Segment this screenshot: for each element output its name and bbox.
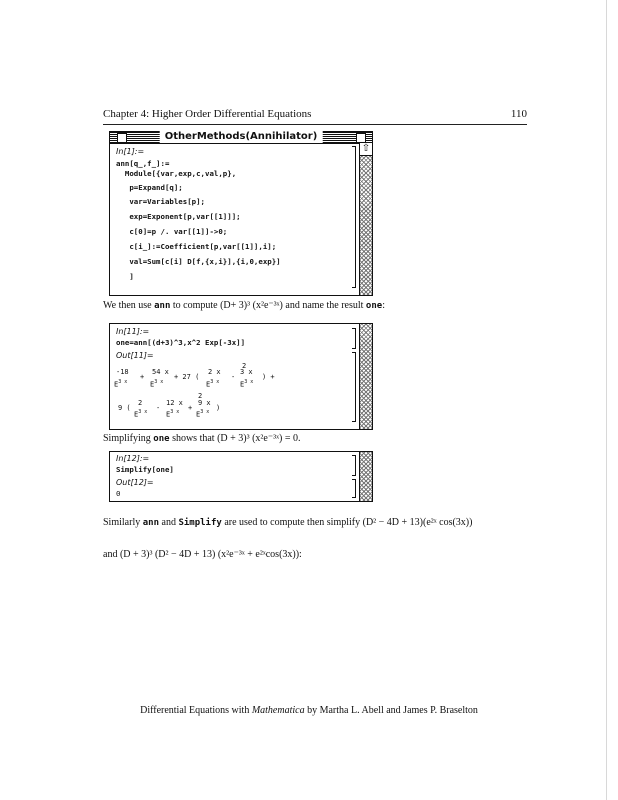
output-term: -18 <box>116 368 129 376</box>
notebook-cell-group[interactable] <box>109 323 373 430</box>
output-term: $E^{3 x}$ <box>134 409 148 419</box>
scroll-up-arrow-icon[interactable]: ⇧ <box>361 143 371 154</box>
cell-bracket[interactable] <box>352 352 356 422</box>
code-line: c[i_]:=Coefficient[p,var[[1]],i]; <box>116 242 277 251</box>
input-label: In[1]:= <box>116 147 145 156</box>
output-term: 2 <box>198 392 203 400</box>
output-label: Out[11]= <box>116 351 154 360</box>
code-line: val=Sum[c[i] D[f,{x,i}],{i,0,exp}] <box>116 257 281 266</box>
output-term: ) + <box>262 373 275 381</box>
code-line: var=Variables[p]; <box>116 197 205 206</box>
code-line: ] <box>116 272 134 281</box>
chapter-title: Chapter 4: Higher Order Differential Equations <box>103 108 312 120</box>
output-term: 9 ( <box>118 404 131 412</box>
paragraph: Simplifying one shows that (D + 3)³ (x²e⁻³ˣ) = 0. <box>103 433 301 444</box>
output-term: + 27 ( <box>174 373 200 381</box>
window-title: OtherMethods(Annihilator) <box>160 131 323 143</box>
output-term: 12 x <box>166 399 183 407</box>
input-code[interactable]: one=ann[(d+3)^3,x^2 Exp[-3x]] <box>116 338 246 347</box>
input-code[interactable]: Simplify[one] <box>116 465 174 474</box>
paragraph: We then use ann to compute (D+ 3)³ (x²e⁻³ˣ) and name the result one: <box>103 300 385 311</box>
output-term: 2 <box>138 399 143 407</box>
input-label: In[12]:= <box>116 454 150 463</box>
output-term: $E^{3 x}$ <box>114 379 128 389</box>
page-edge <box>606 0 607 800</box>
output-term: $E^{3 x}$ <box>166 409 180 419</box>
output-term: 3 x <box>240 368 253 376</box>
output-term: 9 x <box>198 399 211 407</box>
cell-bracket[interactable] <box>352 455 356 476</box>
inline-code: one <box>153 434 170 444</box>
notebook-cell-group[interactable] <box>109 451 373 502</box>
output-term: $E^{3 x}$ <box>206 379 220 389</box>
output-term: 54 x <box>152 368 169 376</box>
input-label: In[11]:= <box>116 327 150 336</box>
paragraph: Similarly ann and Simplify are used to compute then simplify (D² − 4D + 13)(e²ˣ cos(3x)) <box>103 517 473 528</box>
code-line: c[0]=p /. var[[1]]->0; <box>116 227 228 236</box>
vertical-scrollbar[interactable] <box>359 452 372 501</box>
output-term: 2 x <box>208 368 221 376</box>
cell-bracket[interactable] <box>352 479 356 498</box>
output-term: $E^{3 x}$ <box>150 379 164 389</box>
vertical-scrollbar[interactable] <box>359 324 372 429</box>
notebook-window[interactable] <box>109 131 373 296</box>
output-term: + <box>140 373 145 381</box>
inline-code: ann <box>154 301 171 311</box>
code-line: exp=Exponent[p,var[[1]]]; <box>116 212 241 221</box>
code-line: ann[q_,f_]:= <box>116 159 170 168</box>
close-box-icon[interactable] <box>117 133 127 143</box>
title-bar[interactable] <box>110 132 372 144</box>
output-value[interactable]: 0 <box>116 489 121 498</box>
page-footer: Differential Equations with Mathematica by Martha L. Abell and James P. Braselton <box>140 705 478 716</box>
output-term: $E^{3 x}$ <box>196 409 210 419</box>
page-number: 110 <box>510 108 527 120</box>
output-term: - <box>231 373 236 381</box>
output-term: + <box>188 404 193 412</box>
output-label: Out[12]= <box>116 478 154 487</box>
paragraph: and (D + 3)³ (D² − 4D + 13) (x²e⁻³ˣ + e²ˣcos(3x)): <box>103 549 302 560</box>
header-rule <box>103 124 527 125</box>
code-line: Module[{var,exp,c,val,p}, <box>116 169 237 178</box>
inline-code: one <box>365 301 383 311</box>
cell-bracket[interactable] <box>352 146 356 288</box>
code-line: p=Expand[q]; <box>116 183 183 192</box>
vertical-scrollbar[interactable] <box>359 143 372 295</box>
output-term: ) <box>216 404 221 412</box>
output-term: $E^{3 x}$ <box>240 379 254 389</box>
zoom-box-icon[interactable] <box>356 133 366 143</box>
inline-code: ann <box>142 518 159 528</box>
cell-bracket[interactable] <box>352 328 356 349</box>
running-header <box>103 108 527 120</box>
inline-code: Simplify <box>178 518 222 528</box>
output-term: 2 <box>242 362 247 370</box>
output-term: - <box>156 404 161 412</box>
